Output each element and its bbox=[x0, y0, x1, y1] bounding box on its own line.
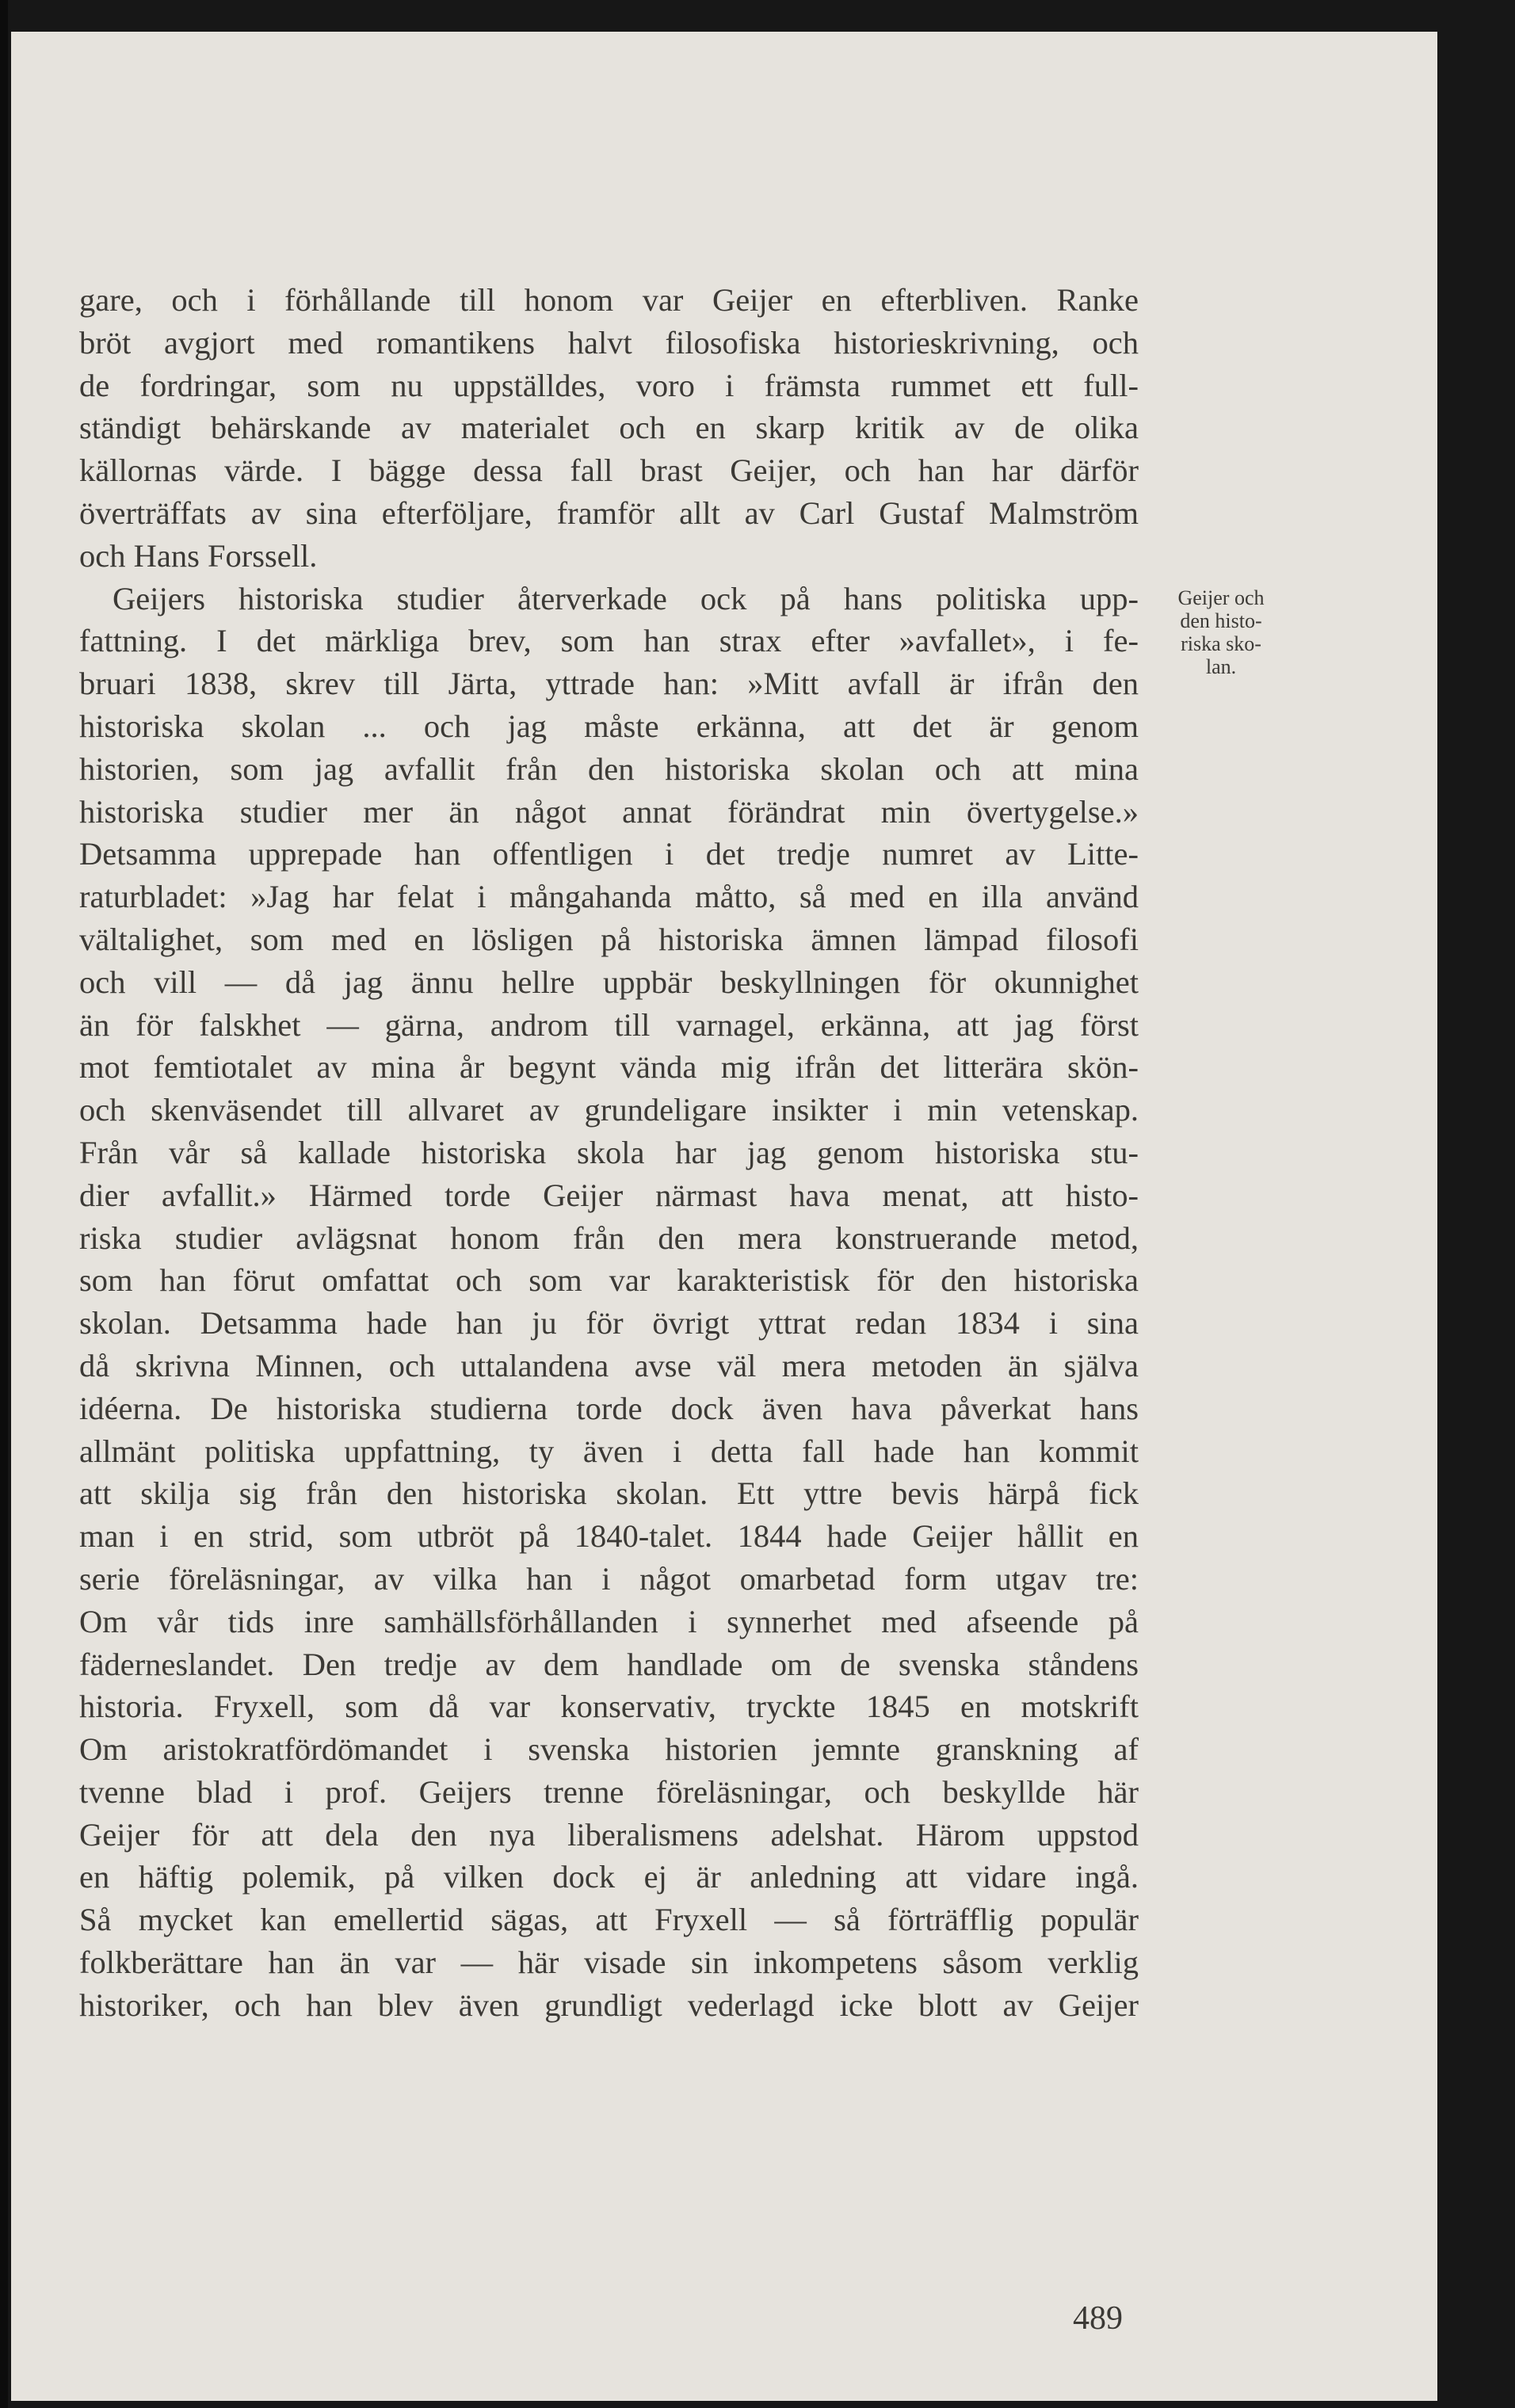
text-line: Så mycket kan emellertid sägas, att Fryxell — så förträfflig populär bbox=[79, 1902, 1139, 1938]
text-line: historiska skolan ... och jag måste erkänna, att det är genom bbox=[79, 708, 1139, 744]
text-line: överträffats av sina efterföljare, framför allt av Carl Gustaf Malmström bbox=[79, 494, 1139, 531]
text-line: idéerna. De historiska studierna torde dock även hava påverkat hans bbox=[79, 1390, 1139, 1426]
text-line: och vill — då jag ännu hellre uppbär beskyllningen för okunnighet bbox=[79, 964, 1139, 1000]
text-line: historiska studier mer än något annat förändrat min övertygelse.» bbox=[79, 793, 1139, 830]
text-line: historiker, och han blev även grundligt vederlagd icke blott av Geijer bbox=[79, 1986, 1139, 2023]
text-line: Geijers historiska studier återverkade ock på hans politiska upp- bbox=[113, 580, 1139, 616]
text-line: bröt avgjort med romantikens halvt filosofiska historieskrivning, och bbox=[79, 324, 1139, 361]
text-line: folkberättare han än var — här visade sin inkompetens såsom verklig bbox=[79, 1944, 1139, 1981]
text-line: dier avfallit.» Härmed torde Geijer närmast hava menat, att histo- bbox=[79, 1177, 1139, 1213]
text-line: serie föreläsningar, av vilka han i något omarbetad form utgav tre: bbox=[79, 1560, 1139, 1597]
margin-note-line: Geijer och bbox=[1177, 586, 1265, 609]
text-line: en häftig polemik, på vilken dock ej är anledning att vidare ingå. bbox=[79, 1859, 1139, 1895]
text-line: än för falskhet — gärna, androm till varnagel, erkänna, att jag först bbox=[79, 1006, 1139, 1043]
text-line: och skenväsendet till allvaret av grundeligare insikter i min vetenskap. bbox=[79, 1092, 1139, 1128]
margin-note-line: riska sko- bbox=[1181, 632, 1261, 655]
text-line: Om aristokratfördömandet i svenska historien jemnte granskning af bbox=[79, 1731, 1139, 1768]
text-line: mot femtiotalet av mina år begynt vända mig ifrån det litterära skön- bbox=[79, 1049, 1139, 1086]
text-line: då skrivna Minnen, och uttalandena avse väl mera metoden än själva bbox=[79, 1347, 1139, 1383]
margin-note bbox=[1158, 586, 1284, 678]
text-line: Om vår tids inre samhällsförhållanden i synnerhet med afseende på bbox=[79, 1603, 1139, 1639]
text-line: Geijer för att dela den nya liberalismens adelshat. Härom uppstod bbox=[79, 1816, 1139, 1853]
text-line: fäderneslandet. Den tredje av dem handlade om de svenska ståndens bbox=[79, 1646, 1139, 1682]
text-line: Detsamma upprepade han offentligen i det tredje numret av Litte- bbox=[79, 836, 1139, 872]
text-line: källornas värde. I bägge dessa fall brast Geijer, och han har därför bbox=[79, 452, 1139, 489]
text-line: allmänt politiska uppfattning, ty även i detta fall hade han kommit bbox=[79, 1433, 1139, 1469]
text-line: vältalighet, som med en lösligen på historiska ämnen lämpad filosofi bbox=[79, 921, 1139, 957]
text-line: Från vår så kallade historiska skola har jag genom historiska stu- bbox=[79, 1134, 1139, 1170]
text-line: historien, som jag avfallit från den historiska skolan och att mina bbox=[79, 750, 1139, 787]
scan-border bbox=[0, 0, 8, 2408]
text-line: man i en strid, som utbröt på 1840-talet. 1844 hade Geijer hållit en bbox=[79, 1518, 1139, 1555]
margin-note-line: den histo- bbox=[1180, 609, 1262, 632]
text-line: riska studier avlägsnat honom från den mera konstruerande metod, bbox=[79, 1219, 1139, 1256]
text-line: fattning. I det märkliga brev, som han strax efter »avfallet», i fe- bbox=[79, 623, 1139, 659]
page-number: 489 bbox=[1073, 2300, 1123, 2337]
text-line: och Hans Forssell. bbox=[79, 537, 318, 574]
margin-note-line: lan. bbox=[1205, 655, 1237, 678]
text-line: skolan. Detsamma hade han ju för övrigt yttrat redan 1834 i sina bbox=[79, 1305, 1139, 1341]
text-line: raturbladet: »Jag har felat i mångahanda måtto, så med en illa använd bbox=[79, 879, 1139, 915]
text-line: tvenne blad i prof. Geijers trenne föreläsningar, och beskyllde här bbox=[79, 1773, 1139, 1810]
text-line: ständigt behärskande av materialet och en skarp kritik av de olika bbox=[79, 410, 1139, 446]
text-line: som han förut omfattat och som var karakteristisk för den historiska bbox=[79, 1262, 1139, 1299]
text-line: de fordringar, som nu uppställdes, voro i främsta rummet ett full- bbox=[79, 367, 1139, 403]
main-text bbox=[79, 279, 1139, 2027]
text-line: bruari 1838, skrev till Järta, yttrade han: »Mitt avfall är ifrån den bbox=[79, 666, 1139, 702]
text-line: gare, och i förhållande till honom var Geijer en efterbliven. Ranke bbox=[79, 282, 1139, 318]
text-line: att skilja sig från den historiska skolan. Ett yttre bevis härpå fick bbox=[79, 1475, 1139, 1512]
text-line: historia. Fryxell, som då var konservativ, tryckte 1845 en motskrift bbox=[79, 1689, 1139, 1725]
book-page bbox=[11, 32, 1437, 2401]
